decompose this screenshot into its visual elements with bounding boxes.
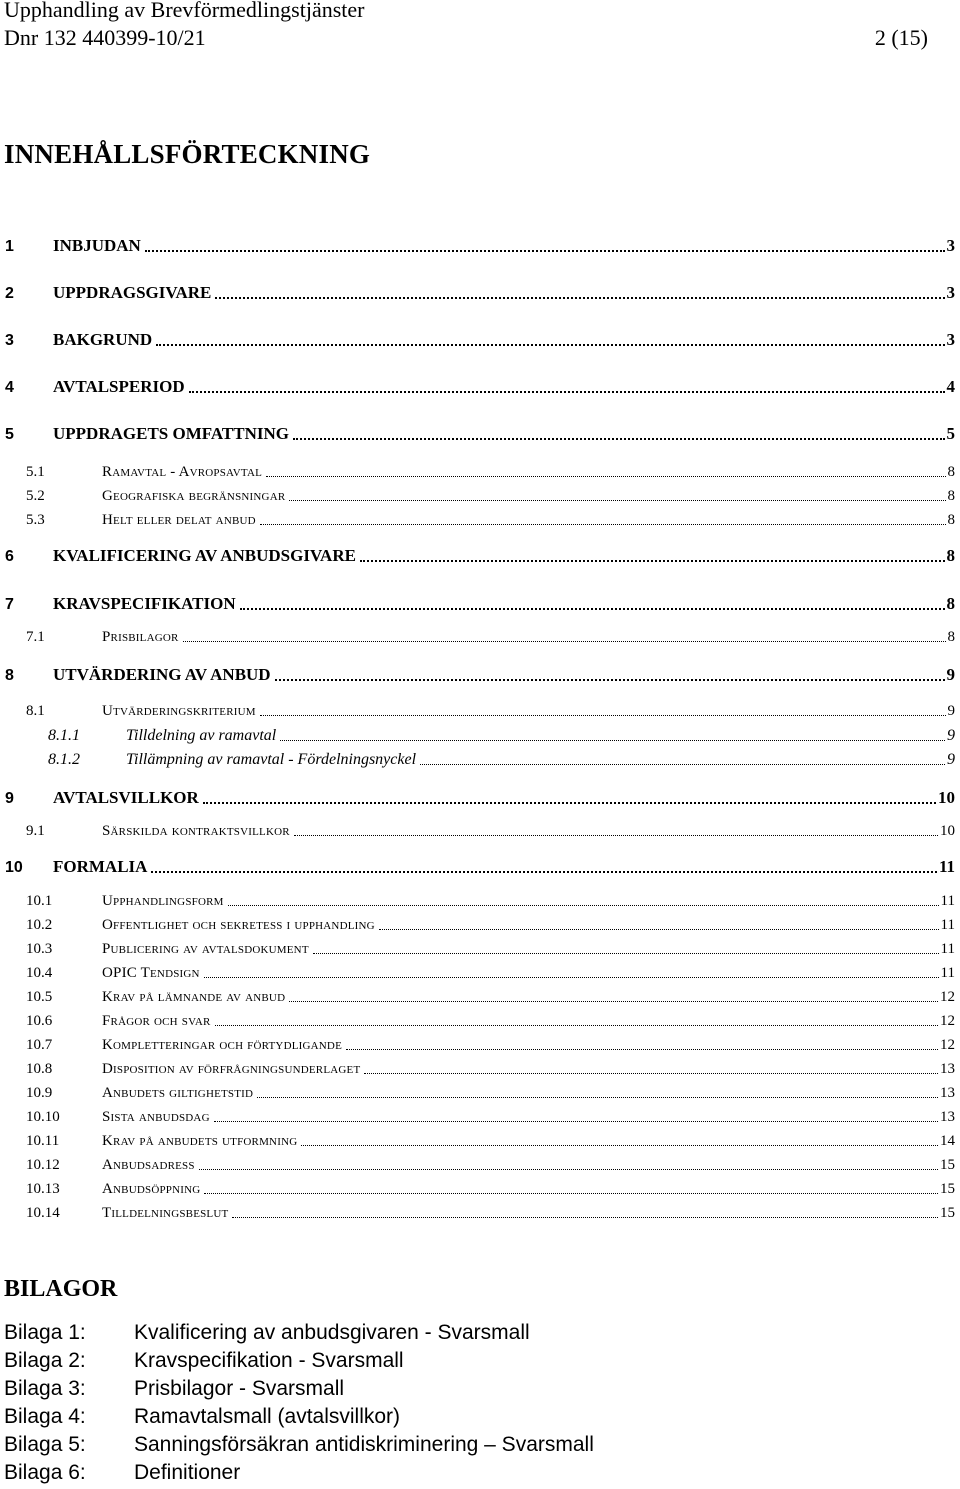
toc-entry[interactable]	[26, 823, 955, 840]
toc-entry[interactable]	[26, 1037, 955, 1054]
dot-leader	[260, 524, 946, 525]
toc-entry[interactable]	[26, 893, 955, 910]
toc-entry[interactable]	[5, 424, 955, 444]
toc-entry-label: AVTALSVILLKOR	[53, 788, 199, 807]
dot-leader	[293, 438, 945, 440]
toc-entry-label: Krav på lämnande av anbud	[102, 989, 286, 1005]
bilaga-key: Bilaga 2:	[4, 1349, 86, 1372]
toc-entry-label: Prisbilagor	[102, 629, 179, 645]
bilaga-title: Ramavtalsmall (avtalsvillkor)	[134, 1405, 401, 1428]
toc-entry[interactable]	[5, 788, 955, 808]
toc-entry-label: Frågor och svar	[102, 1013, 211, 1029]
toc-entry[interactable]	[26, 1061, 955, 1078]
toc-entry-label: Krav på anbudets utformning	[102, 1133, 298, 1149]
toc-entry[interactable]	[26, 629, 955, 646]
toc-entry-number: 10.1	[26, 893, 53, 909]
toc-entry-page: 8	[947, 464, 955, 480]
dot-leader	[215, 1025, 939, 1026]
toc-entry-page: 8	[947, 512, 955, 528]
toc-entry-number: 10.14	[26, 1205, 60, 1221]
toc-entry-label: UPPDRAGETS OMFATTNING	[53, 424, 289, 443]
toc-entry-label: Sista anbudsdag	[102, 1109, 210, 1125]
toc-entry-number: 10.6	[26, 1013, 53, 1029]
toc-entry-label: KRAVSPECIFIKATION	[53, 594, 236, 613]
dot-leader	[204, 1193, 938, 1194]
toc-entry-page: 11	[940, 893, 955, 909]
dot-leader	[301, 1145, 938, 1146]
toc-entry[interactable]	[26, 965, 955, 982]
toc-entry[interactable]	[26, 989, 955, 1006]
bilaga-key: Bilaga 4:	[4, 1405, 86, 1428]
toc-entry-label: Helt eller delat anbud	[102, 512, 256, 528]
toc-entry-number: 10	[5, 859, 23, 876]
toc-entry-label: Tilldelning av ramavtal	[126, 727, 277, 744]
toc-entry-page: 15	[940, 1157, 955, 1173]
dot-leader	[266, 476, 945, 477]
bilaga-key: Bilaga 3:	[4, 1377, 86, 1400]
toc-entry-label: Utvärderingskriterium	[102, 703, 256, 719]
dot-leader	[199, 1169, 938, 1170]
toc-entry-page: 12	[940, 989, 955, 1005]
toc-entry-page: 11	[938, 857, 955, 876]
toc-entry-page: 15	[940, 1205, 955, 1221]
toc-entry[interactable]	[26, 1013, 955, 1030]
dot-leader	[379, 929, 939, 930]
toc-entry-label: Kompletteringar och förtydligande	[102, 1037, 342, 1053]
toc-entry-page: 12	[940, 1013, 955, 1029]
dot-leader	[214, 1121, 938, 1122]
page-indicator: 2 (15)	[874, 25, 928, 50]
dot-leader	[156, 344, 944, 346]
toc-entry-page: 5	[946, 424, 955, 443]
toc-entry-page: 9	[946, 665, 955, 684]
toc-entry[interactable]	[5, 546, 955, 566]
toc-entry-number: 10.13	[26, 1181, 60, 1197]
dot-leader	[183, 641, 946, 642]
bilaga-title: Sanningsförsäkran antidiskriminering – Svarsmall	[134, 1433, 594, 1456]
toc-entry-label: Anbudets giltighetstid	[102, 1085, 254, 1101]
toc-entry-page: 8	[947, 629, 955, 645]
bilaga-title: Kravspecifikation - Svarsmall	[134, 1349, 404, 1372]
bilaga-key: Bilaga 6:	[4, 1461, 86, 1484]
toc-entry-number: 10.10	[26, 1109, 60, 1125]
dot-leader	[289, 1001, 938, 1002]
bilaga-title: Kvalificering av anbudsgivaren - Svarsmall	[134, 1321, 530, 1344]
toc-entry-number: 10.3	[26, 941, 53, 957]
toc-entry[interactable]	[26, 1181, 955, 1198]
dot-leader	[232, 1217, 938, 1218]
toc-entry-page: 10	[938, 788, 955, 807]
toc-entry-label: Publicering av avtalsdokument	[102, 941, 309, 957]
toc-entry[interactable]	[5, 236, 955, 256]
dot-leader	[257, 1097, 938, 1098]
toc-entry[interactable]	[26, 941, 955, 958]
toc-entry[interactable]	[26, 1133, 955, 1150]
toc-entry-number: 8.1.2	[48, 751, 80, 768]
dot-leader	[260, 715, 946, 716]
toc-entry-number: 10.5	[26, 989, 53, 1005]
dot-leader	[145, 250, 945, 252]
document-title: Upphandling av Brevförmedlingstjänster	[4, 0, 365, 22]
toc-entry-page: 13	[940, 1109, 955, 1125]
toc-entry-page: 13	[940, 1085, 955, 1101]
toc-entry-number: 5.2	[26, 488, 45, 504]
bilaga-key: Bilaga 5:	[4, 1433, 86, 1456]
toc-entry-number: 1	[5, 238, 14, 255]
dot-leader	[346, 1049, 938, 1050]
toc-entry-label: Anbudsöppning	[102, 1181, 201, 1197]
dot-leader	[240, 608, 945, 610]
toc-entry-label: UTVÄRDERING AV ANBUD	[53, 665, 271, 684]
toc-entry-label: Offentlighet och sekretess i upphandling	[102, 917, 375, 933]
dot-leader	[275, 679, 945, 681]
document-dnr: Dnr 132 440399-10/21	[4, 25, 206, 50]
toc-entry-number: 8.1	[26, 703, 45, 719]
dot-leader	[215, 297, 944, 299]
toc-entry-number: 2	[5, 285, 14, 302]
toc-entry-page: 11	[940, 917, 955, 933]
dot-leader	[294, 835, 938, 836]
toc-entry-label: Anbudsadress	[102, 1157, 195, 1173]
toc-entry-page: 11	[940, 941, 955, 957]
toc-entry-label: Tilldelningsbeslut	[102, 1205, 229, 1221]
dot-leader	[151, 871, 936, 873]
bilaga-item	[4, 1404, 400, 1429]
toc-entry-number: 8.1.1	[48, 727, 80, 744]
toc-entry-label: OPIC Tendsign	[102, 965, 200, 981]
toc-entry-number: 3	[5, 332, 14, 349]
toc-entry[interactable]	[5, 377, 955, 397]
toc-entry-number: 6	[5, 548, 14, 565]
toc-entry-page: 3	[946, 330, 955, 349]
toc-entry-number: 9	[5, 790, 14, 807]
toc-entry[interactable]	[5, 665, 955, 685]
toc-entry-page: 11	[940, 965, 955, 981]
bilaga-item	[4, 1320, 530, 1345]
toc-entry-number: 10.2	[26, 917, 53, 933]
toc-entry-label: Ramavtal - Avropsavtal	[102, 464, 263, 480]
toc-entry-label: UPPDRAGSGIVARE	[53, 283, 212, 302]
toc-entry-number: 9.1	[26, 823, 45, 839]
toc-entry-number: 4	[5, 379, 14, 396]
dot-leader	[204, 977, 939, 978]
toc-entry[interactable]	[26, 1085, 955, 1102]
toc-entry-number: 10.4	[26, 965, 53, 981]
toc-entry-number: 10.9	[26, 1085, 53, 1101]
toc-entry[interactable]	[48, 751, 955, 769]
toc-entry-label: KVALIFICERING AV ANBUDSGIVARE	[53, 546, 356, 565]
toc-entry-number: 8	[5, 667, 14, 684]
toc-entry[interactable]	[26, 512, 955, 529]
toc-entry-page: 8	[946, 546, 955, 565]
dot-leader	[360, 560, 945, 562]
toc-entry[interactable]	[26, 1157, 955, 1174]
toc-entry[interactable]	[26, 917, 955, 934]
toc-entry-number: 10.7	[26, 1037, 53, 1053]
toc-entry-number: 7	[5, 596, 14, 613]
toc-entry-label: Disposition av förfrågningsunderlaget	[102, 1061, 361, 1077]
bilaga-item	[4, 1460, 240, 1485]
toc-entry-page: 15	[940, 1181, 955, 1197]
toc-entry[interactable]	[5, 594, 955, 614]
toc-entry-label: Upphandlingsform	[102, 893, 224, 909]
toc-entry-page: 9	[947, 703, 955, 719]
toc-entry-label: Geografiska begränsningar	[102, 488, 286, 504]
toc-entry-label: AVTALSPERIOD	[53, 377, 185, 396]
dot-leader	[289, 500, 945, 501]
dot-leader	[313, 953, 939, 954]
toc-entry[interactable]	[26, 488, 955, 505]
bilaga-key: Bilaga 1:	[4, 1321, 86, 1344]
toc-entry-number: 10.11	[26, 1133, 60, 1149]
bilaga-item	[4, 1348, 404, 1373]
toc-entry[interactable]	[5, 283, 955, 303]
toc-entry-label: BAKGRUND	[53, 330, 153, 349]
bilagor-heading: BILAGOR	[4, 1276, 118, 1302]
toc-heading: INNEHÅLLSFÖRTECKNING	[4, 139, 371, 169]
toc-entry[interactable]	[5, 330, 955, 350]
toc-entry-number: 10.8	[26, 1061, 53, 1077]
toc-entry-number: 10.12	[26, 1157, 60, 1173]
toc-entry[interactable]	[26, 703, 955, 720]
toc-entry-page: 8	[947, 488, 955, 504]
toc-entry-page: 9	[947, 727, 955, 744]
toc-entry-page: 12	[940, 1037, 955, 1053]
toc-entry-label: Tillämpning av ramavtal - Fördelningsnyckel	[126, 751, 417, 768]
toc-entry-label: FORMALIA	[53, 857, 148, 876]
toc-entry-number: 5	[5, 426, 14, 443]
toc-entry-label: Särskilda kontraktsvillkor	[102, 823, 290, 839]
toc-entry-number: 7.1	[26, 629, 45, 645]
toc-entry-page: 4	[946, 377, 955, 396]
toc-entry-number: 5.3	[26, 512, 45, 528]
bilaga-item	[4, 1432, 594, 1457]
dot-leader	[364, 1073, 938, 1074]
dot-leader	[189, 391, 945, 393]
toc-entry-page: 14	[940, 1133, 955, 1149]
toc-entry[interactable]	[5, 857, 955, 877]
bilaga-title: Prisbilagor - Svarsmall	[134, 1377, 345, 1400]
dot-leader	[420, 764, 945, 765]
toc-entry-page: 10	[940, 823, 955, 839]
dot-leader	[228, 905, 939, 906]
toc-entry[interactable]	[26, 1109, 955, 1126]
dot-leader	[280, 740, 945, 741]
toc-entry-page: 3	[946, 283, 955, 302]
toc-entry-number: 5.1	[26, 464, 45, 480]
bilaga-title: Definitioner	[134, 1461, 241, 1484]
toc-entry-page: 9	[947, 751, 955, 768]
toc-entry-page: 8	[946, 594, 955, 613]
toc-entry-page: 13	[940, 1061, 955, 1077]
toc-entry-label: INBJUDAN	[53, 236, 141, 255]
toc-entry-page: 3	[946, 236, 955, 255]
bilaga-item	[4, 1376, 344, 1401]
toc-entry[interactable]	[26, 464, 955, 481]
dot-leader	[203, 802, 936, 804]
toc-entry[interactable]	[26, 1205, 955, 1222]
toc-entry[interactable]	[48, 727, 955, 745]
